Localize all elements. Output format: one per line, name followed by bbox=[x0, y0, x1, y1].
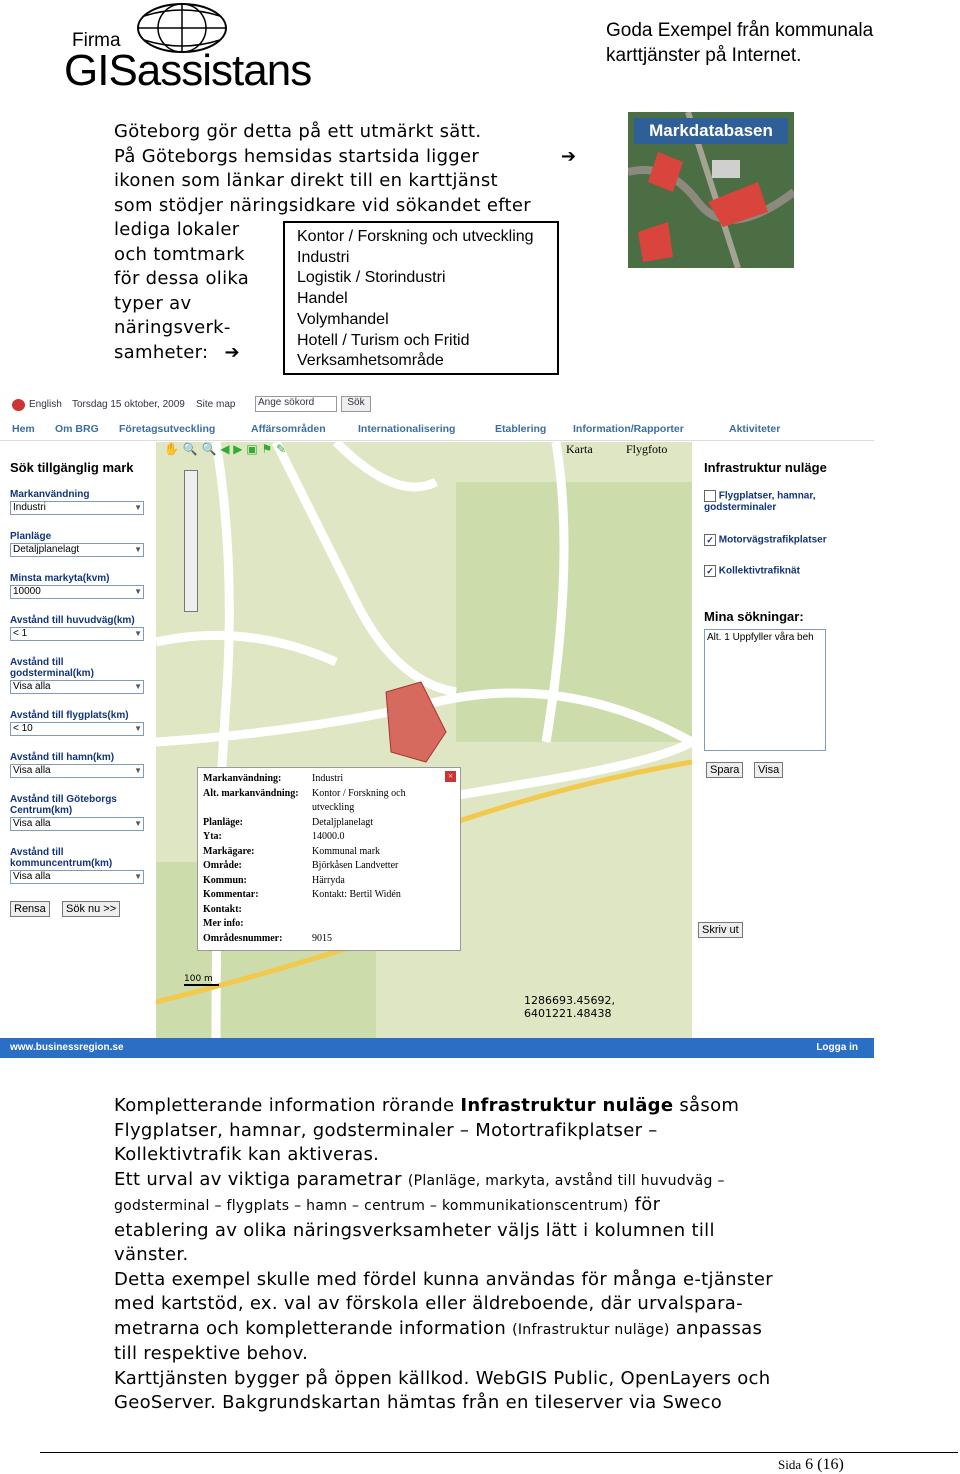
popup-key: Yta: bbox=[203, 831, 222, 842]
sitemap-link[interactable]: Site map bbox=[196, 399, 236, 410]
info-popup bbox=[197, 767, 461, 951]
planlage-select[interactable]: Detaljplanelagt ▼ bbox=[10, 543, 144, 557]
tab-map[interactable]: Karta bbox=[566, 442, 593, 456]
markdatabasen-icon[interactable] bbox=[628, 112, 794, 268]
my-searches-title: Mina sökningar: bbox=[704, 609, 804, 624]
field-label: Avstånd till flygplats(km) bbox=[10, 710, 129, 721]
site-url[interactable]: www.businessregion.se bbox=[10, 1042, 124, 1053]
header-title-line2: karttjänster på Internet. bbox=[606, 45, 802, 66]
popup-key: Kontakt: bbox=[203, 903, 242, 915]
arrow-icon: ➔ bbox=[561, 145, 577, 167]
popup-value: Kommunal mark bbox=[312, 845, 381, 857]
paragraph-line: vänster. bbox=[114, 1244, 189, 1265]
date-text: Torsdag 15 oktober, 2009 bbox=[72, 399, 185, 410]
markyta-input[interactable]: 10000 ▼ bbox=[10, 585, 144, 599]
category-item: Hotell / Turism och Fritid bbox=[297, 331, 470, 349]
top-bar bbox=[0, 390, 874, 420]
logo-firma: Firma bbox=[72, 30, 121, 51]
nav-item[interactable]: Affärsområden bbox=[251, 423, 326, 435]
nav-item[interactable]: Information/Rapporter bbox=[573, 423, 684, 435]
paragraph-line: GeoServer. Bakgrundskartan hämtas från en tileserver via Sweco bbox=[114, 1392, 723, 1413]
category-list bbox=[283, 221, 559, 375]
search-panel bbox=[0, 442, 154, 1048]
scale-bar: 100 m bbox=[184, 974, 219, 986]
paragraph-line: Karttjänsten bygger på öppen källkod. WebGIS Public, OpenLayers och bbox=[114, 1367, 771, 1389]
tab-photo[interactable]: Flygfoto bbox=[626, 442, 668, 456]
popup-value: 9015 bbox=[312, 932, 332, 944]
field-label: Markanvändning bbox=[10, 489, 90, 500]
paragraph-line: med kartstöd, ex. val av förskola eller äldreboende, där urvalspara- bbox=[114, 1293, 743, 1314]
checkbox-row[interactable]: Flygplatser, hamnar, godsterminaler bbox=[704, 490, 816, 513]
paragraph-line: Detta exempel skulle med fördel kunna användas för många e-tjänster bbox=[114, 1268, 773, 1290]
popup-key: Områdesnummer: bbox=[203, 932, 283, 944]
intro-line: som stödjer näringsidkare vid sökandet efter bbox=[114, 194, 531, 216]
paragraph-line: metrarna och kompletterande information (Infrastruktur nuläge) anpassas bbox=[114, 1317, 763, 1339]
field-label: Minsta markyta(kvm) bbox=[10, 573, 110, 584]
logo-name: GISassistans bbox=[64, 46, 312, 95]
paragraph-line: Flygplatser, hamnar, godsterminaler – Motortrafikplatser – bbox=[114, 1119, 658, 1141]
infra-title: Infrastruktur nuläge bbox=[704, 460, 827, 475]
intro-line: ikonen som länkar direkt till en karttjänst bbox=[114, 170, 498, 191]
intro-line: näringsverk- bbox=[114, 317, 231, 338]
show-button[interactable]: Visa bbox=[754, 762, 783, 778]
search-input[interactable]: Ange sökord bbox=[255, 396, 337, 412]
close-icon[interactable]: × bbox=[445, 771, 456, 782]
popup-key: Alt. markanvändning: bbox=[203, 787, 299, 799]
nav-item[interactable]: Internationalisering bbox=[358, 423, 456, 435]
field-label: Avstånd till hamn(km) bbox=[10, 752, 115, 763]
print-button[interactable]: Skriv ut bbox=[698, 922, 743, 938]
paragraph-line: Kompletterande information rörande Infrastruktur nuläge såsom bbox=[114, 1095, 740, 1116]
popup-key: Kommun: bbox=[203, 874, 247, 886]
huvudvag-select[interactable]: < 1 ▼ bbox=[10, 627, 144, 641]
popup-rows bbox=[198, 772, 460, 942]
map-toolbar: ✋ 🔍 🔍 ◀ ▶ ▣ ⚑ ✎ bbox=[164, 442, 287, 456]
popup-value: Härryda bbox=[312, 874, 345, 886]
panel-title: Sök tillgänglig mark bbox=[10, 460, 134, 475]
field-label: Avstånd till godsterminal(km) bbox=[10, 657, 94, 679]
markanvandning-select[interactable]: Industri ▼ bbox=[10, 501, 144, 515]
zoom-bar[interactable] bbox=[184, 470, 198, 612]
popup-value: utveckling bbox=[312, 802, 355, 813]
paragraph-line: godsterminal – flygplats – hamn – centrum – kommunikationscentrum) för bbox=[114, 1194, 661, 1215]
saved-search-item[interactable]: Alt. 1 Uppfyller våra beh bbox=[707, 632, 814, 643]
intro-line: och tomtmark bbox=[114, 243, 245, 265]
popup-key: Markanvändning: bbox=[203, 773, 282, 784]
checkbox[interactable] bbox=[704, 490, 716, 502]
intro-line: Göteborg gör detta på ett utmärkt sätt. bbox=[114, 121, 482, 142]
intro-line: typer av bbox=[114, 292, 192, 314]
nav-item[interactable]: Företagsutveckling bbox=[119, 423, 216, 435]
markdatabasen-title: Markdatabasen bbox=[634, 118, 788, 144]
nav-item[interactable]: Aktiviteter bbox=[729, 423, 781, 435]
popup-value: 14000.0 bbox=[312, 831, 345, 842]
paragraph-line: etablering av olika näringsverksamheter väljs lätt i kolumnen till bbox=[114, 1219, 715, 1241]
category-item: Logistik / Storindustri bbox=[297, 269, 446, 287]
saved-searches-list[interactable] bbox=[704, 629, 826, 751]
field-label: Avstånd till Göteborgs Centrum(km) bbox=[10, 794, 117, 816]
nav-item[interactable]: Hem bbox=[12, 423, 35, 435]
footer-rule bbox=[40, 1452, 958, 1453]
category-item: Kontor / Forskning och utveckling bbox=[297, 228, 534, 245]
page-number: Sida 6 (16) bbox=[778, 1456, 844, 1473]
arrow-icon: ➔ bbox=[224, 341, 240, 363]
category-item: Handel bbox=[297, 290, 348, 308]
field-label: Avstånd till huvudväg(km) bbox=[10, 615, 135, 626]
category-item: Verksamhetsområde bbox=[297, 352, 444, 370]
popup-key: Markägare: bbox=[203, 845, 255, 857]
search-now-button[interactable]: Sök nu >> bbox=[62, 901, 120, 917]
intro-line: På Göteborgs hemsidas startsida ligger ➔ bbox=[114, 145, 584, 170]
popup-value: Björkåsen Landvetter bbox=[312, 860, 399, 871]
paragraph-line: Ett urval av viktiga parametrar (Planläge, markyta, avstånd till huvudväg – bbox=[114, 1168, 725, 1190]
coordinate-readout: 1286693.45692, 6401221.48438 bbox=[524, 994, 615, 1020]
paragraph-line: till respektive behov. bbox=[114, 1343, 309, 1364]
popup-key: Område: bbox=[203, 860, 242, 871]
nav-item[interactable]: Etablering bbox=[495, 423, 547, 435]
popup-value: Industri bbox=[312, 773, 344, 784]
search-button[interactable]: Sök bbox=[341, 396, 371, 412]
popup-key: Kommentar: bbox=[203, 889, 259, 900]
flag-icon[interactable] bbox=[12, 399, 25, 411]
hamn-select[interactable]: Visa alla ▼ bbox=[10, 764, 144, 778]
web-screenshot bbox=[0, 390, 874, 1058]
checkbox-row[interactable]: ✓ Kollektivtrafiknät bbox=[704, 565, 869, 577]
infra-panel bbox=[692, 442, 874, 1048]
category-item: Industri bbox=[297, 248, 350, 266]
popup-value: Kontakt: Bertil Widén bbox=[312, 889, 401, 900]
login-link[interactable]: Logga in bbox=[816, 1042, 858, 1053]
godsterminal-select[interactable]: Visa alla ▼ bbox=[10, 680, 144, 694]
popup-key: Mer info: bbox=[203, 918, 244, 929]
checkbox-checked[interactable]: ✓ bbox=[704, 534, 716, 546]
nav-item[interactable]: Om BRG bbox=[55, 423, 99, 435]
reset-button[interactable]: Rensa bbox=[10, 901, 50, 917]
centrum-select[interactable]: Visa alla ▼ bbox=[10, 817, 144, 831]
popup-value: Kontor / Forskning och bbox=[312, 787, 406, 799]
main-nav bbox=[0, 420, 874, 441]
checkbox-row[interactable]: ✓ Motorvägstrafikplatser bbox=[704, 534, 869, 546]
flygplats-select[interactable]: < 10 ▼ bbox=[10, 722, 144, 736]
popup-key: Planläge: bbox=[203, 816, 243, 828]
category-item: Volymhandel bbox=[297, 310, 389, 328]
body-text bbox=[114, 1094, 854, 1416]
save-button[interactable]: Spara bbox=[706, 762, 743, 778]
intro-line: samheter: ➔ bbox=[114, 341, 240, 363]
english-link[interactable]: English bbox=[29, 399, 62, 410]
intro-line: för dessa olika bbox=[114, 268, 250, 289]
paragraph-line: Kollektivtrafik kan aktiveras. bbox=[114, 1144, 380, 1165]
checkbox-checked[interactable]: ✓ bbox=[704, 565, 716, 577]
header-title bbox=[606, 18, 873, 68]
header-title-line1: Goda Exempel från kommunala bbox=[606, 20, 874, 41]
field-label: Planläge bbox=[10, 531, 52, 542]
popup-value: Detaljplanelagt bbox=[312, 816, 374, 828]
site-footer bbox=[0, 1038, 874, 1058]
field-label: Avstånd till kommuncentrum(km) bbox=[10, 847, 113, 869]
kommuncentrum-select[interactable]: Visa alla ▼ bbox=[10, 870, 144, 884]
intro-line: lediga lokaler bbox=[114, 219, 240, 240]
map-view[interactable] bbox=[156, 442, 692, 1040]
